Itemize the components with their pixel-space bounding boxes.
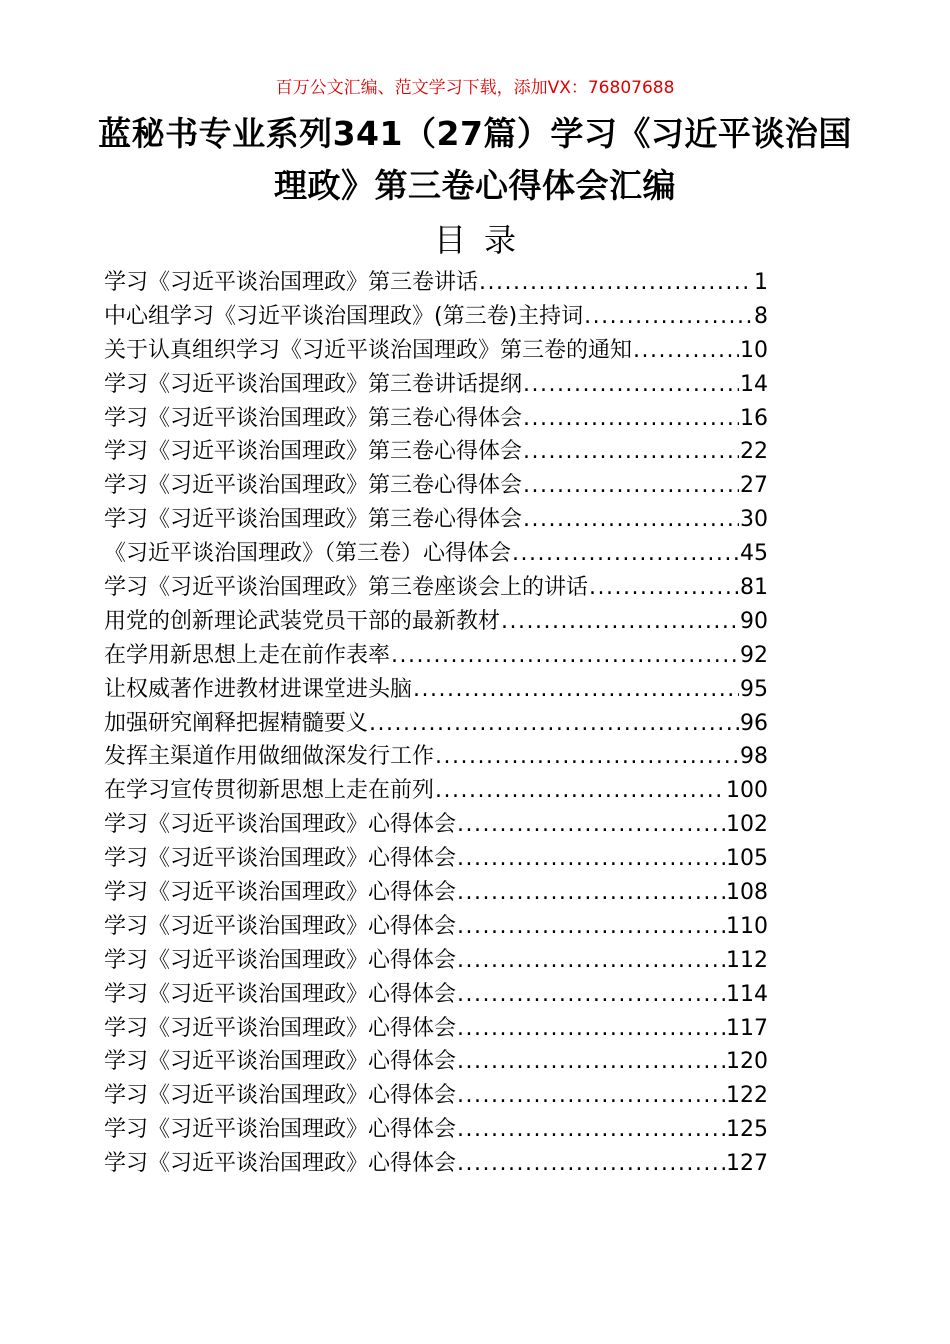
toc-entry-title: 学习《习近平谈治国理政》心得体会: [104, 812, 457, 838]
toc-entry[interactable]: [104, 1012, 768, 1046]
toc-entry-page: 95: [740, 676, 768, 702]
toc-entry-page: 96: [740, 710, 768, 736]
toc-entry-page: 98: [740, 744, 768, 770]
toc-dot-leader: [523, 469, 739, 503]
toc-entry[interactable]: [104, 774, 768, 808]
toc-entry[interactable]: [104, 469, 768, 503]
toc-dot-leader: [457, 910, 725, 944]
toc-dot-leader: [457, 1113, 725, 1147]
toc-entry-page: 108: [726, 880, 768, 906]
toc-entry-page: 117: [726, 1015, 768, 1041]
toc-entry-page: 27: [740, 473, 768, 499]
toc-entry[interactable]: [104, 435, 768, 469]
toc-entry-title: 学习《习近平谈治国理政》第三卷讲话: [104, 270, 479, 295]
toc-entry-page: 110: [726, 913, 768, 939]
toc-dot-leader: [457, 808, 725, 842]
toc-entry-page: 114: [726, 981, 768, 1007]
toc-entry-title: 学习《习近平谈治国理政》心得体会: [104, 846, 457, 872]
toc-entry-page: 100: [726, 778, 768, 804]
toc-entry[interactable]: [104, 605, 768, 639]
toc-entry-title: 关于认真组织学习《习近平谈治国理政》第三卷的通知: [104, 337, 633, 363]
toc-entry-title: 学习《习近平谈治国理政》心得体会: [104, 1015, 457, 1041]
toc-dot-leader: [523, 368, 739, 402]
toc-entry-page: 122: [726, 1083, 768, 1109]
toc-entry[interactable]: [104, 1113, 768, 1147]
toc-entry-page: 81: [740, 575, 768, 601]
toc-dot-leader: [457, 978, 725, 1012]
toc-entry[interactable]: [104, 978, 768, 1012]
toc-dot-leader: [457, 876, 725, 910]
toc-entry[interactable]: [104, 842, 768, 876]
header-note: 百万公文汇编、范文学习下载，添加VX：76807688: [275, 78, 675, 98]
toc-entry-page: 120: [726, 1049, 768, 1075]
toc-entry[interactable]: [104, 876, 768, 910]
toc-entry[interactable]: [104, 503, 768, 537]
toc-entry-title: 学习《习近平谈治国理政》第三卷心得体会: [104, 507, 523, 533]
toc-dot-leader: [457, 1079, 725, 1113]
toc-entry-title: 学习《习近平谈治国理政》心得体会: [104, 880, 457, 906]
toc-entry[interactable]: [104, 1045, 768, 1079]
toc-dot-leader: [512, 537, 739, 571]
document-title: 蓝秘书专业系列341（27篇）学习《习近平谈治国理政》第三卷心得体会汇编: [98, 114, 852, 205]
toc-entry-title: 让权威著作进教材进课堂进头脑: [104, 676, 413, 702]
toc-entry[interactable]: [104, 740, 768, 774]
toc-entry[interactable]: [104, 707, 768, 741]
toc-entry[interactable]: [104, 1147, 768, 1181]
toc-dot-leader: [479, 266, 753, 300]
toc-entry-page: 30: [740, 507, 768, 533]
toc-heading: 目录: [433, 221, 534, 259]
toc-entry-page: 127: [726, 1151, 768, 1177]
toc-dot-leader: [391, 639, 739, 673]
toc-dot-leader: [457, 1045, 725, 1079]
toc-entry-title: 学习《习近平谈治国理政》第三卷讲话提纲: [104, 371, 523, 397]
toc-entry-title: 学习《习近平谈治国理政》心得体会: [104, 981, 457, 1007]
toc-entry[interactable]: [104, 571, 768, 605]
toc-entry-title: 学习《习近平谈治国理政》第三卷座谈会上的讲话: [104, 575, 589, 601]
toc-entry-title: 学习《习近平谈治国理政》心得体会: [104, 947, 457, 973]
toc-dot-leader: [457, 1012, 725, 1046]
toc-entry-page: 16: [740, 405, 768, 431]
toc-dot-leader: [457, 944, 725, 978]
toc-entry-page: 102: [726, 812, 768, 838]
toc-dot-leader: [584, 300, 753, 334]
toc-dot-leader: [523, 435, 739, 469]
toc-entry-page: 14: [740, 371, 768, 397]
toc-entry-title: 用党的创新理论武装党员干部的最新教材: [104, 608, 501, 634]
toc-entry-page: 22: [740, 439, 768, 465]
toc-entry-title: 加强研究阐释把握精髓要义: [104, 710, 369, 736]
toc-entry-page: 90: [740, 608, 768, 634]
table-of-contents: [104, 266, 768, 1181]
toc-entry-title: 学习《习近平谈治国理政》第三卷心得体会: [104, 405, 523, 431]
toc-entry-page: 8: [754, 303, 768, 329]
toc-entry[interactable]: [104, 808, 768, 842]
toc-entry-page: 10: [740, 337, 768, 363]
toc-dot-leader: [523, 503, 739, 537]
toc-entry[interactable]: [104, 639, 768, 673]
toc-entry[interactable]: [104, 944, 768, 978]
toc-entry-title: 学习《习近平谈治国理政》心得体会: [104, 1083, 457, 1109]
toc-entry-title: 学习《习近平谈治国理政》心得体会: [104, 1049, 457, 1075]
toc-dot-leader: [435, 740, 739, 774]
toc-dot-leader: [523, 402, 739, 436]
toc-entry-page: 105: [726, 846, 768, 872]
toc-dot-leader: [369, 707, 739, 741]
toc-entry-title: 学习《习近平谈治国理政》心得体会: [104, 913, 457, 939]
toc-entry[interactable]: [104, 266, 768, 300]
toc-dot-leader: [435, 774, 725, 808]
toc-dot-leader: [633, 334, 739, 368]
toc-entry-page: 1: [754, 270, 768, 295]
toc-entry[interactable]: [104, 673, 768, 707]
toc-entry-title: 《习近平谈治国理政》（第三卷）心得体会: [104, 541, 512, 567]
toc-dot-leader: [457, 1147, 725, 1181]
toc-dot-leader: [413, 673, 739, 707]
toc-entry[interactable]: [104, 1079, 768, 1113]
toc-entry[interactable]: [104, 537, 768, 571]
toc-dot-leader: [457, 842, 725, 876]
toc-entry-title: 学习《习近平谈治国理政》第三卷心得体会: [104, 473, 523, 499]
toc-dot-leader: [589, 571, 739, 605]
toc-entry-title: 学习《习近平谈治国理政》心得体会: [104, 1151, 457, 1177]
toc-entry-page: 125: [726, 1117, 768, 1143]
toc-entry-page: 45: [740, 541, 768, 567]
toc-entry-title: 在学习宣传贯彻新思想上走在前列: [104, 778, 435, 804]
toc-entry[interactable]: [104, 334, 768, 368]
toc-entry-title: 中心组学习《习近平谈治国理政》(第三卷)主持词: [104, 303, 584, 329]
toc-entry-page: 112: [726, 947, 768, 973]
toc-entry-title: 学习《习近平谈治国理政》第三卷心得体会: [104, 439, 523, 465]
toc-entry-page: 92: [740, 642, 768, 668]
toc-entry[interactable]: [104, 402, 768, 436]
toc-entry[interactable]: [104, 910, 768, 944]
toc-entry[interactable]: [104, 368, 768, 402]
toc-entry[interactable]: [104, 300, 768, 334]
toc-entry-title: 在学用新思想上走在前作表率: [104, 642, 391, 668]
toc-entry-title: 学习《习近平谈治国理政》心得体会: [104, 1117, 457, 1143]
toc-entry-title: 发挥主渠道作用做细做深发行工作: [104, 744, 435, 770]
toc-dot-leader: [501, 605, 739, 639]
